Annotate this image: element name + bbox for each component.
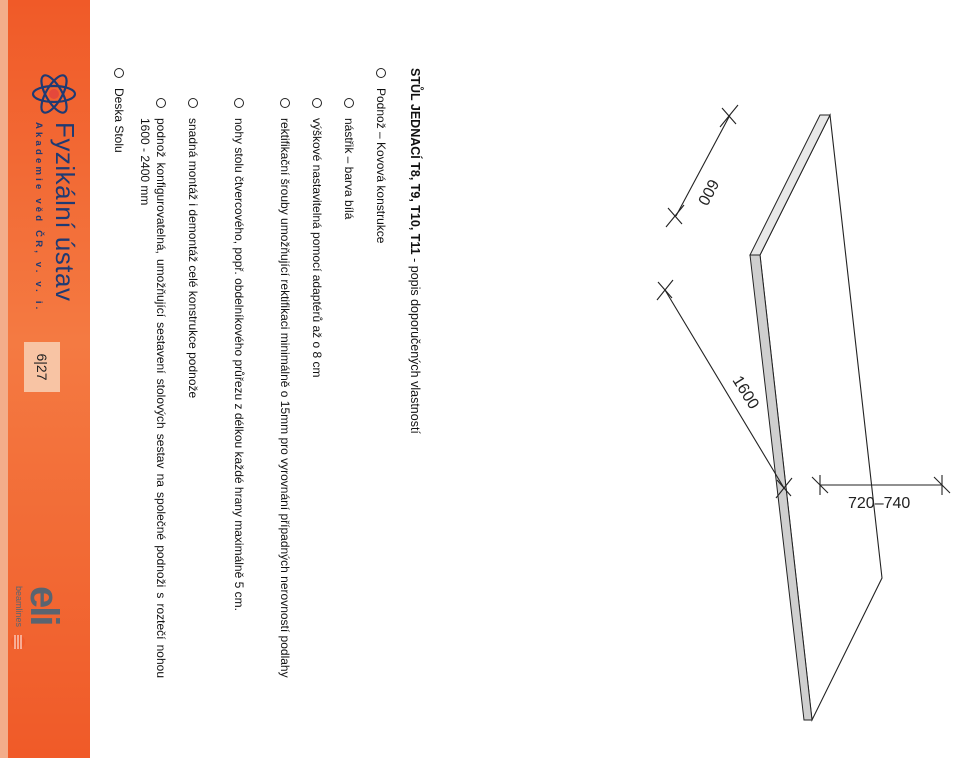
- list-item: snadná montáž i demontáž celé konstrukce podnože: [185, 118, 201, 678]
- title-rest: - popis doporučených vlastností: [408, 254, 422, 434]
- bullet-icon: [376, 68, 386, 78]
- bullet-icon: [344, 98, 354, 108]
- page-number: 6|27: [24, 342, 60, 392]
- bullet-icon: [312, 98, 322, 108]
- list-item: rektifikační šrouby umožňující rektifikaci minimálně o 15mm pro vyrovnání případných nerovností podlahy: [277, 118, 293, 678]
- list-item: podnož konfigurovatelná, umožňující sestavení stolových sestav na společné podnoži s roztečí nohou 1600 - 2400 mm: [137, 118, 168, 678]
- institute-name: Fyzikální ústav: [50, 122, 80, 302]
- table-drawing: [420, 0, 960, 758]
- eli-sub: beamlines: [14, 586, 24, 628]
- bullet-icon: [114, 68, 124, 78]
- title-bold: STŮL JEDNACÍ T8, T9, T10, T11: [408, 68, 422, 255]
- beam-icon: [10, 634, 26, 650]
- section-top: Deska Stolu: [111, 88, 127, 648]
- eli-mark: eli: [22, 586, 66, 625]
- bullet-icon: [188, 98, 198, 108]
- bullet-icon: [234, 98, 244, 108]
- footer-stripe: [0, 0, 8, 758]
- section-base: Podnož – Kovová konstrukce: [373, 88, 389, 648]
- bullet-icon: [280, 98, 290, 108]
- institute-logo: [12, 70, 80, 313]
- list-item: nohy stolu čtvercového, popř. obdelníkového průřezu z délkou každé hrany maximálně 5 cm.: [231, 118, 247, 678]
- institute-sub: Akademie věd ČR, v. v. i.: [33, 122, 44, 313]
- eli-logo: [8, 586, 64, 666]
- dim-width: [666, 105, 738, 227]
- dim-width-label: 600: [693, 176, 722, 208]
- list-item: nástřik – barva bílá: [341, 118, 357, 678]
- document-title: [408, 68, 422, 668]
- atom-icon: [30, 70, 78, 118]
- list-item: výškové nastavitelná pomocí adaptérů až o 8 cm: [309, 118, 325, 678]
- dim-height-label: 720–740: [848, 495, 911, 512]
- dim-length-label: 1600: [728, 373, 762, 413]
- bullet-icon: [156, 98, 166, 108]
